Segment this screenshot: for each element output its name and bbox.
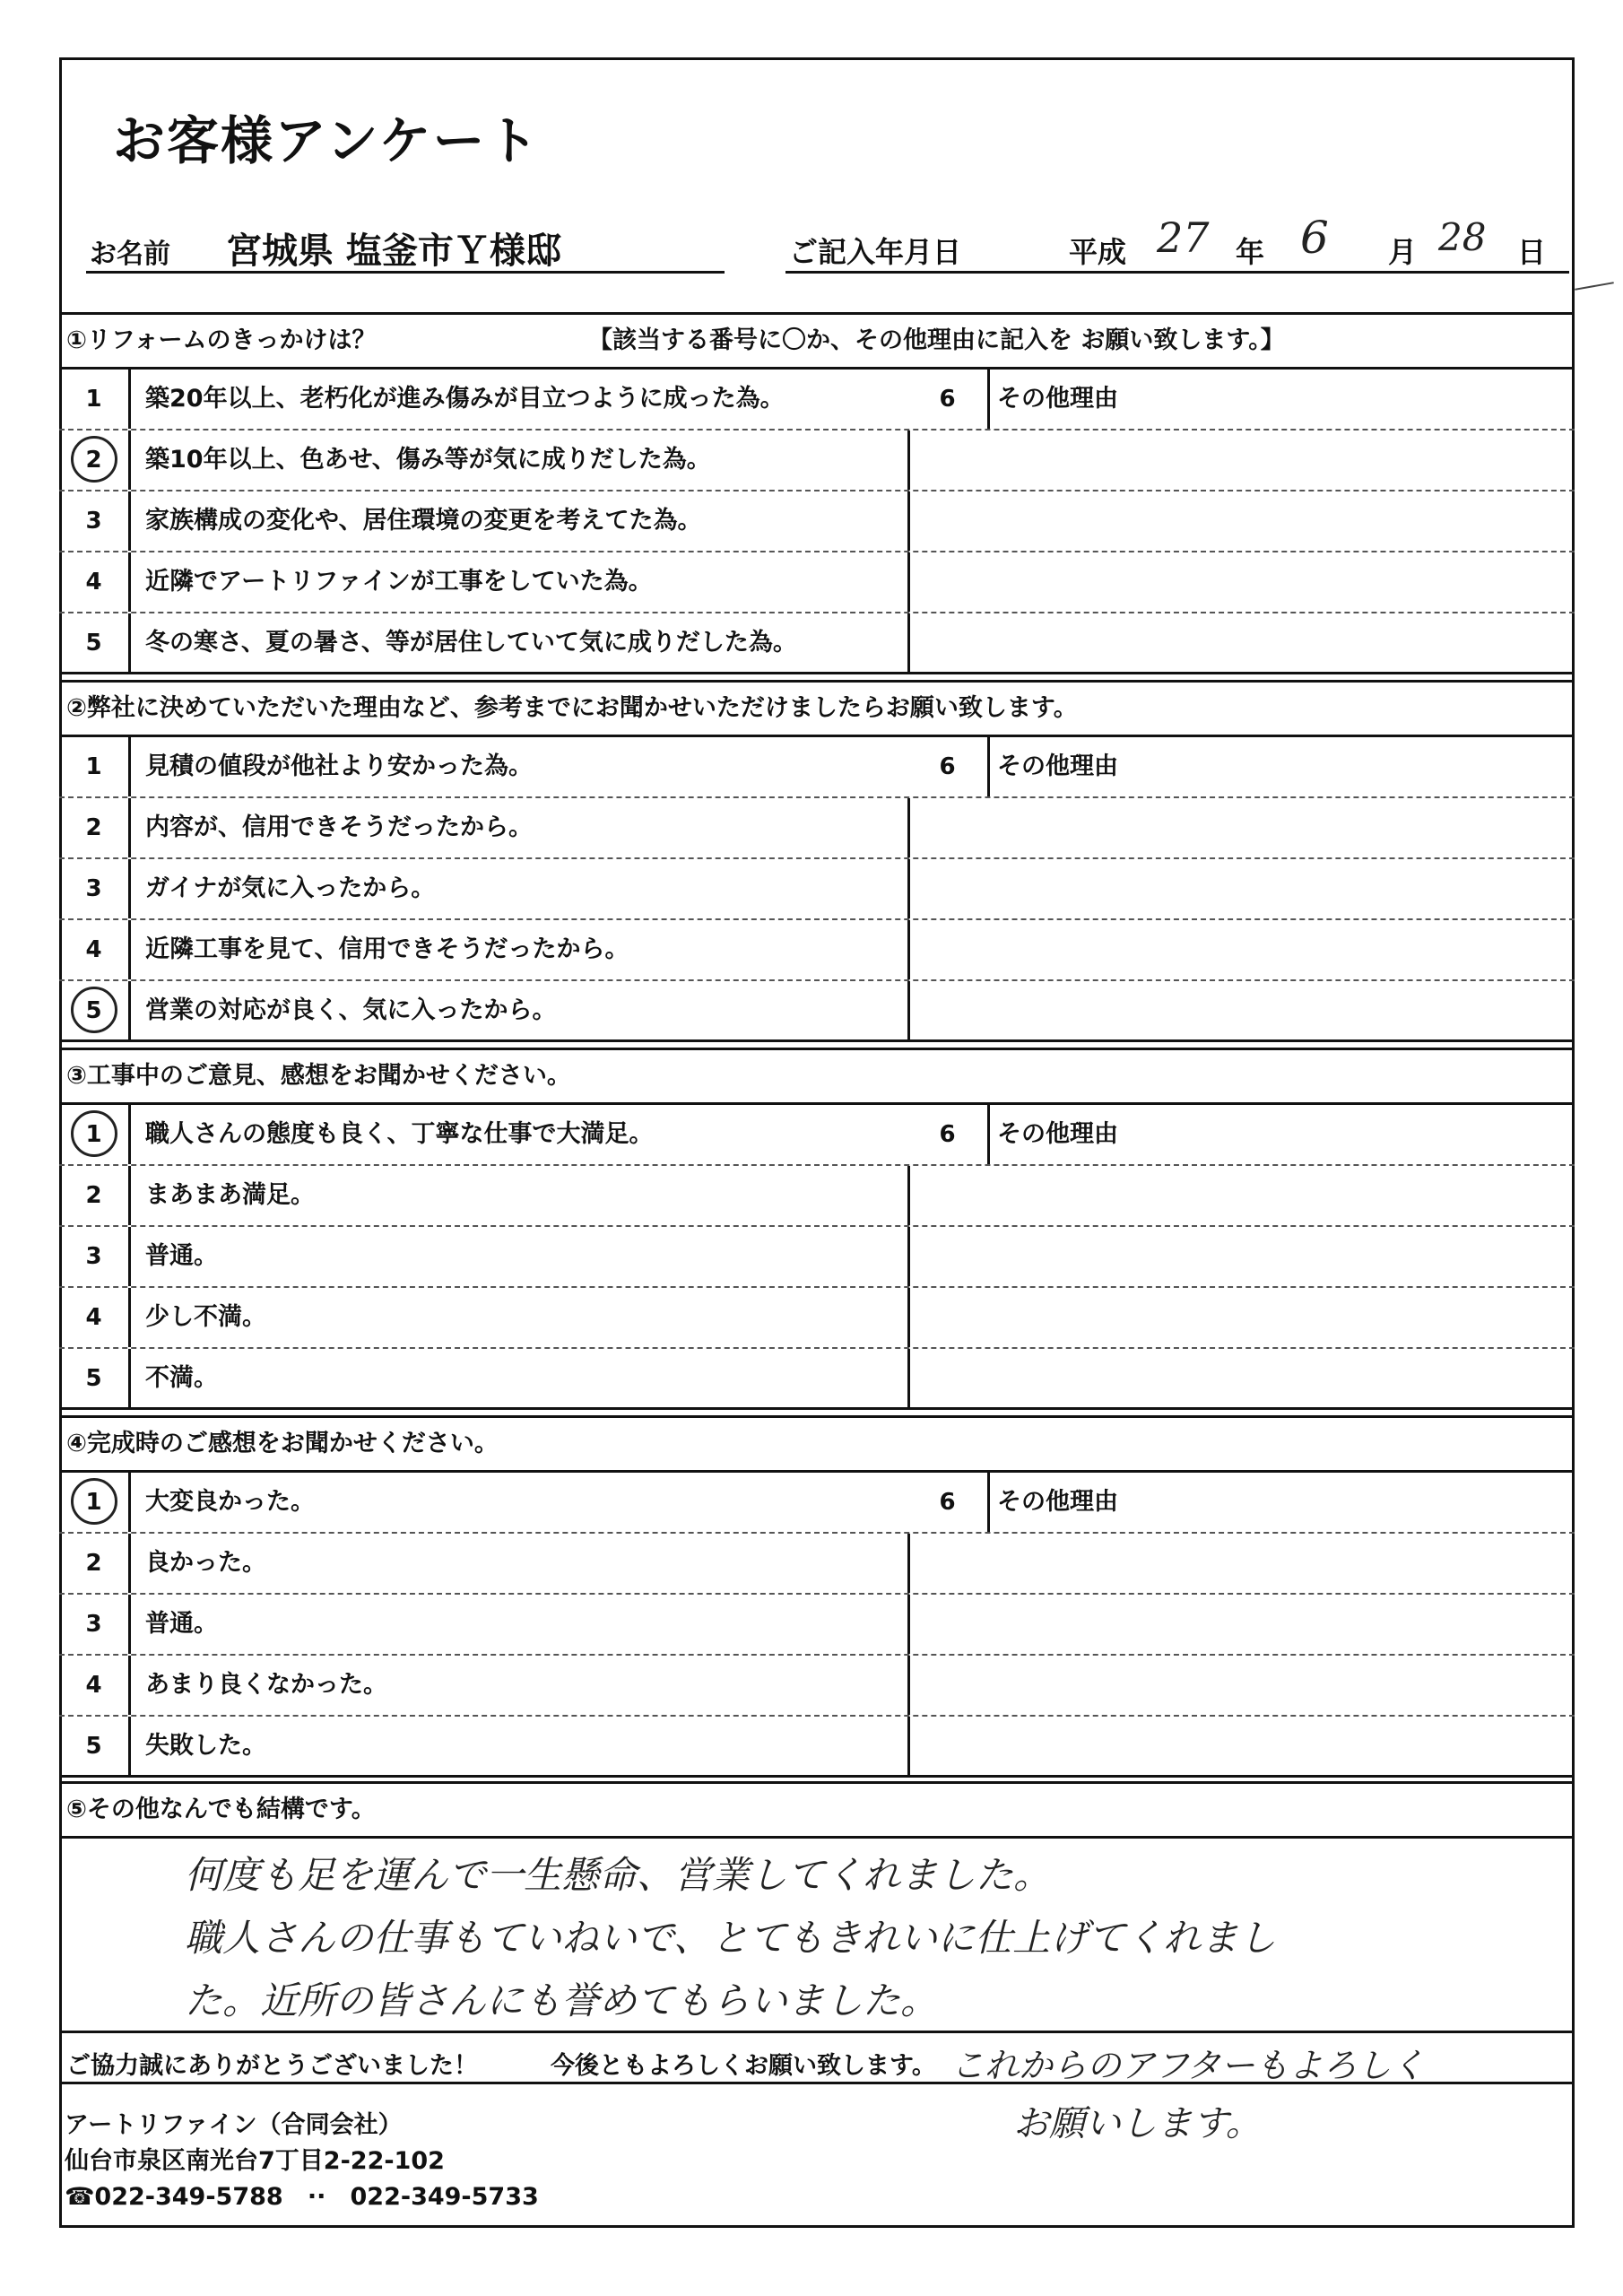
q1-option-text: 家族構成の変化や、居住環境の変更を考えてた為。	[145, 507, 702, 535]
q3-option-row[interactable]	[59, 1105, 1575, 1166]
q5-heading-bar	[59, 1781, 1575, 1839]
q1-option-row[interactable]	[59, 491, 1575, 552]
q2-other-label: その他理由	[997, 752, 1118, 780]
q2-option-text: 近隣工事を見て、信用できそうだったから。	[145, 935, 629, 963]
date-underline	[785, 271, 1569, 274]
date-month-handwritten: 6	[1300, 212, 1329, 264]
q2-other-reason-cell[interactable]	[907, 920, 910, 979]
q2-other-reason-cell[interactable]	[907, 981, 910, 1039]
q4-option-row[interactable]	[59, 1595, 1575, 1656]
q4-option-number: 1	[59, 1473, 131, 1532]
q1-option-number: 3	[59, 491, 131, 551]
q3-option-row[interactable]	[59, 1227, 1575, 1288]
q1-option-number: 4	[59, 552, 131, 612]
q4-option-text: あまり良くなかった。	[145, 1671, 387, 1699]
q4-other-number: 6	[907, 1473, 990, 1532]
name-label: お名前	[90, 239, 170, 270]
q2-heading: ②弊社に決めていただいた理由など、参考までにお聞かせいただけましたらお願い致します。	[66, 694, 1078, 722]
q2-other-reason-cell[interactable]	[907, 798, 910, 857]
q1-heading-bar	[59, 312, 1575, 370]
q1-other-label: その他理由	[997, 385, 1118, 413]
q2-heading-bar	[59, 680, 1575, 737]
q2-option-row[interactable]	[59, 798, 1575, 859]
q4-option-number: 5	[59, 1717, 131, 1775]
company-fax: 022-349-5733	[350, 2183, 539, 2211]
q3-option-number: 3	[59, 1227, 131, 1286]
q1-other-number: 6	[907, 370, 990, 429]
q4-other-reason-cell[interactable]	[907, 1717, 910, 1775]
fax-icon: ··	[307, 2183, 326, 2211]
date-label: ご記入年月日	[789, 235, 962, 269]
q1-option-number: 5	[59, 613, 131, 672]
q4-option-text: 良かった。	[145, 1549, 266, 1577]
q2-option-text: 営業の対応が良く、気に入ったから。	[145, 996, 557, 1024]
q4-selected-circle	[71, 1478, 117, 1525]
q3-option-text: 職人さんの態度も良く、丁寧な仕事で大満足。	[145, 1120, 654, 1148]
q1-selected-circle	[71, 436, 117, 483]
q4-option-text: 大変良かった。	[145, 1488, 315, 1516]
q4-other-label: その他理由	[997, 1488, 1118, 1516]
q1-other-reason-cell[interactable]	[907, 491, 910, 551]
free-comment-area	[59, 1833, 1575, 2031]
q1-option-text: 築20年以上、老朽化が進み傷みが目立つように成った為。	[145, 385, 785, 413]
name-value: 宮城県 塩釜市Ｙ様邸	[226, 230, 561, 272]
q1-other-reason-cell[interactable]	[907, 430, 910, 490]
q3-selected-circle	[71, 1110, 117, 1157]
q3-option-number: 2	[59, 1166, 131, 1225]
aftercare-comment-line-2: お願いします。	[1013, 2103, 1262, 2144]
q3-other-label: その他理由	[997, 1120, 1118, 1148]
comment-line-2: 職人さんの仕事もていねいで、とてもきれいに仕上げてくれました。近所の皆さんにも誉めてもらいました。	[185, 1916, 1277, 2022]
q3-other-reason-cell[interactable]	[907, 1227, 910, 1286]
q2-option-text: 内容が、信用できそうだったから。	[145, 813, 533, 841]
q3-option-row[interactable]	[59, 1166, 1575, 1227]
q4-option-text: 失敗した。	[145, 1732, 266, 1760]
q2-option-number: 3	[59, 859, 131, 918]
q1-other-reason-cell[interactable]	[907, 552, 910, 612]
q3-option-text: 不満。	[145, 1364, 218, 1392]
q3-other-reason-cell[interactable]	[907, 1349, 910, 1407]
q4-option-row[interactable]	[59, 1534, 1575, 1595]
q1-other-reason-cell[interactable]	[907, 613, 910, 672]
q3-option-number: 4	[59, 1288, 131, 1347]
q4-other-reason-cell[interactable]	[907, 1656, 910, 1715]
q3-option-text: 少し不満。	[145, 1303, 266, 1331]
q3-other-number: 6	[907, 1105, 990, 1164]
q2-option-number: 2	[59, 798, 131, 857]
company-name: アートリファイン（合同会社）	[65, 2111, 403, 2139]
q1-option-text: 冬の寒さ、夏の暑さ、等が居住していて気に成りだした為。	[145, 629, 797, 657]
phone-icon: ☎	[65, 2183, 95, 2211]
q2-option-number: 1	[59, 737, 131, 796]
q3-option-text: まあまあ満足。	[145, 1181, 315, 1209]
q2-option-row[interactable]	[59, 859, 1575, 920]
q4-option-number: 3	[59, 1595, 131, 1654]
name-underline	[86, 271, 725, 274]
q3-other-reason-cell[interactable]	[907, 1288, 910, 1347]
date-day-unit: 日	[1517, 235, 1547, 269]
q4-other-reason-cell[interactable]	[907, 1534, 910, 1593]
date-month-unit: 月	[1388, 235, 1418, 269]
q3-option-row[interactable]	[59, 1288, 1575, 1349]
date-era: 平成	[1069, 235, 1127, 269]
q3-option-number: 1	[59, 1105, 131, 1164]
q1-option-row[interactable]	[59, 552, 1575, 613]
q1-instruction: 【該当する番号に〇か、その他理由に記入を お願い致します。】	[588, 326, 1285, 354]
q1-option-number: 2	[59, 430, 131, 490]
q3-heading: ③工事中のご意見、感想をお聞かせください。	[66, 1062, 571, 1090]
q1-option-row[interactable]	[59, 613, 1575, 674]
q1-option-text: 近隣でアートリファインが工事をしていた為。	[145, 568, 653, 596]
q5-heading: ⑤その他なんでも結構です。	[66, 1796, 376, 1823]
comment-line-1: 何度も足を運んで一生懸命、営業してくれました。	[185, 1853, 1052, 1897]
q2-option-number: 5	[59, 981, 131, 1039]
stray-pen-mark	[1575, 282, 1614, 291]
q2-option-text: 見積の値段が他社より安かった為。	[145, 752, 533, 780]
date-year-unit: 年	[1236, 235, 1265, 269]
q1-option-row[interactable]	[59, 370, 1575, 430]
q4-heading: ④完成時のご感想をお聞かせください。	[66, 1430, 499, 1457]
q3-option-number: 5	[59, 1349, 131, 1407]
thanks-message: ご協力誠にありがとうございました！	[66, 2052, 478, 2080]
closing-message: 今後ともよろしくお願い致します。	[551, 2052, 936, 2080]
q1-option-number: 1	[59, 370, 131, 429]
q4-option-row[interactable]	[59, 1473, 1575, 1534]
q1-heading: ①リフォームのきっかけは？	[66, 326, 377, 354]
company-tel: 022-349-5788	[94, 2183, 283, 2211]
q1-option-text: 築10年以上、色あせ、傷み等が気に成りだした為。	[145, 446, 711, 474]
q2-option-row[interactable]	[59, 981, 1575, 1042]
q1-option-row[interactable]	[59, 430, 1575, 491]
page-title: お客様アンケート	[113, 110, 541, 171]
q2-option-row[interactable]	[59, 737, 1575, 798]
q2-option-text: ガイナが気に入ったから。	[145, 874, 436, 902]
q2-other-number: 6	[907, 737, 990, 796]
q2-selected-circle	[71, 987, 117, 1033]
q3-other-reason-cell[interactable]	[907, 1166, 910, 1225]
q4-option-number: 2	[59, 1534, 131, 1593]
q4-option-text: 普通。	[145, 1610, 218, 1638]
q4-option-number: 4	[59, 1656, 131, 1715]
q4-heading-bar	[59, 1415, 1575, 1473]
company-address: 仙台市泉区南光台7丁目2-22-102	[65, 2147, 445, 2175]
q3-option-text: 普通。	[145, 1242, 218, 1270]
q3-heading-bar	[59, 1048, 1575, 1105]
date-year-handwritten: 27	[1157, 213, 1210, 262]
date-day-handwritten: 28	[1438, 215, 1487, 259]
q3-option-row[interactable]	[59, 1349, 1575, 1410]
aftercare-comment-line-1: これからのアフターもよろしく	[950, 2046, 1426, 2085]
company-block	[65, 2108, 539, 2215]
q2-option-row[interactable]	[59, 920, 1575, 981]
q4-other-reason-cell[interactable]	[907, 1595, 910, 1654]
q2-option-number: 4	[59, 920, 131, 979]
q4-option-row[interactable]	[59, 1656, 1575, 1717]
q2-other-reason-cell[interactable]	[907, 859, 910, 918]
q4-option-row[interactable]	[59, 1717, 1575, 1778]
